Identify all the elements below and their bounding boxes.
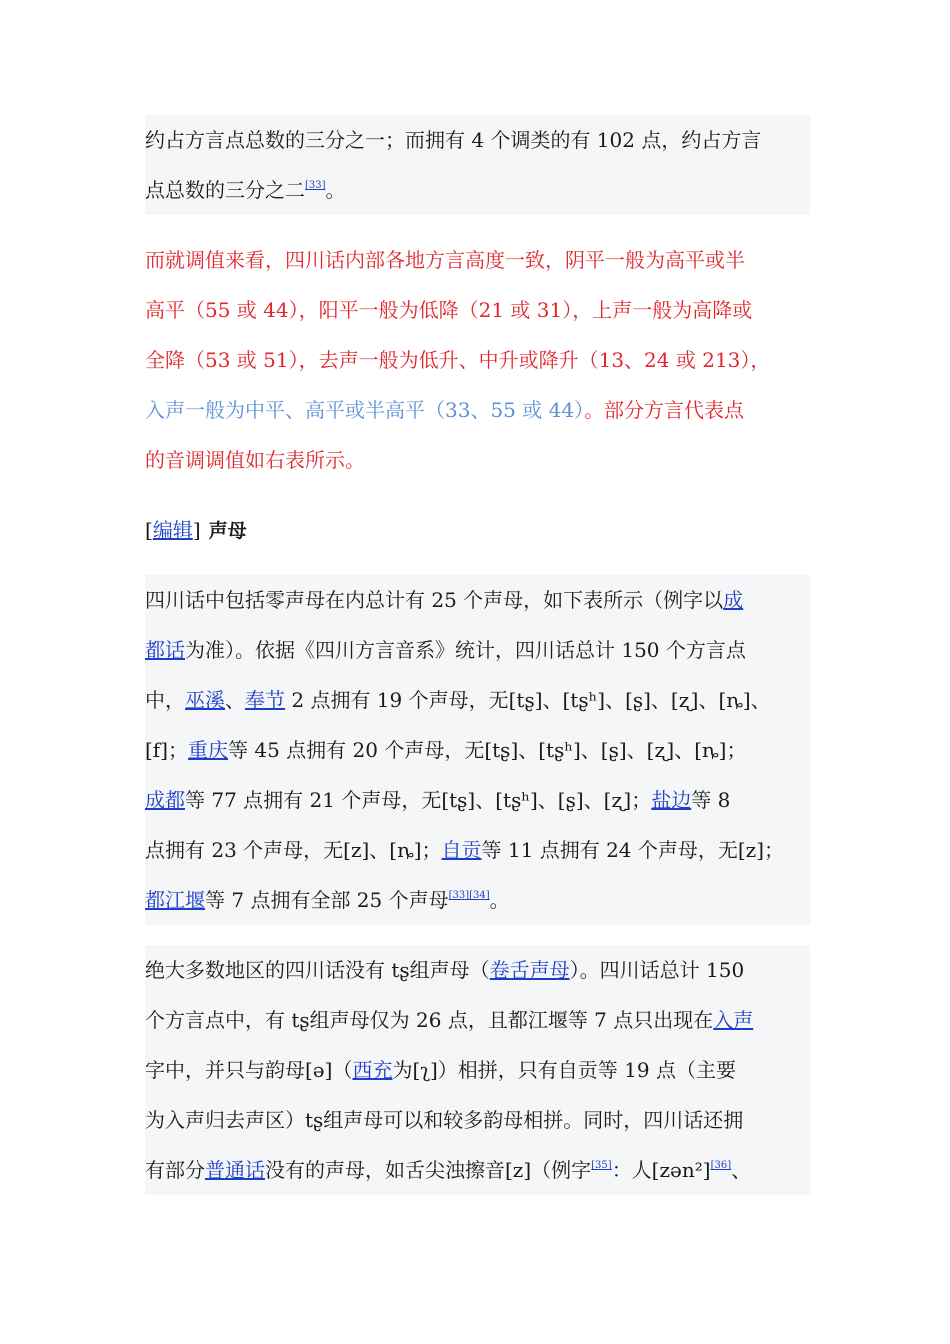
text: 。 — [489, 888, 510, 912]
text: 四川话中包括零声母在内总计有 25 个声母，如下表所示（例字以 — [145, 588, 724, 612]
text-line — [145, 285, 810, 335]
xichong-link[interactable]: 西充 — [352, 1058, 393, 1082]
text-line — [145, 1095, 810, 1145]
text: 等 77 点拥有 21 个声母，无[tʂ]、[tʂʰ]、[ʂ]、[ʐ]； — [185, 788, 652, 812]
mandarin-link[interactable]: 普通话 — [205, 1158, 265, 1182]
text-line — [145, 995, 810, 1045]
text: 等 8 — [691, 788, 731, 812]
text: 中， — [145, 688, 185, 712]
chengdu-link[interactable]: 成都 — [145, 788, 185, 812]
chengdu-link[interactable]: 成 — [723, 588, 744, 612]
text-line — [145, 1145, 810, 1195]
fengjie-link[interactable]: 奉节 — [245, 688, 285, 712]
text-line — [145, 115, 810, 165]
dujiangyan-link[interactable]: 都江堰 — [145, 888, 205, 912]
text-line — [145, 775, 810, 825]
text: 等 11 点拥有 24 个声母，无[z]； — [481, 838, 785, 862]
text-line — [145, 725, 810, 775]
text: 等 7 点拥有全部 25 个声母 — [205, 888, 449, 912]
wuxi-link[interactable]: 巫溪 — [185, 688, 225, 712]
text-line — [145, 825, 810, 875]
text: 点拥有 23 个声母，无[z]、[ȵ]； — [145, 838, 442, 862]
text: 的音调调值如右表所示。 — [145, 448, 365, 472]
text: 绝大多数地区的四川话没有 tʂ组声母（ — [145, 958, 490, 982]
text-line — [145, 675, 810, 725]
text: ：人[zən²] — [611, 1158, 711, 1182]
text: 点总数的三分之二 — [145, 178, 305, 202]
entering-tone-link[interactable]: 入声 — [713, 1008, 754, 1032]
citation-ref[interactable] — [449, 890, 490, 901]
text-line — [145, 625, 810, 675]
citation-ref[interactable] — [305, 180, 326, 191]
citation-ref[interactable] — [711, 1160, 732, 1171]
citation-link[interactable]: [33] — [305, 180, 326, 191]
text-line — [145, 335, 810, 385]
text: 全降（53 或 51），去声一般为低升、中升或降升（13、24 或 213）， — [145, 348, 771, 372]
citation-ref[interactable] — [591, 1160, 612, 1171]
text: 为准）。依据《四川方言音系》统计，四川话总计 150 个方言点 — [185, 638, 746, 662]
text: 2 点拥有 19 个声母，无[tʂ]、[tʂʰ]、[ʂ]、[ʐ]、[ȵ]、 — [285, 688, 771, 712]
text-line — [145, 945, 810, 995]
text: 、 — [225, 688, 245, 712]
edit-link[interactable]: 编辑 — [152, 518, 193, 542]
text-line — [145, 435, 810, 485]
text-line — [145, 165, 810, 215]
text: 等 45 点拥有 20 个声母，无[tʂ]、[tʂʰ]、[ʂ]、[ʐ]、[ȵ]； — [228, 738, 747, 762]
text: 约占方言点总数的三分之一；而拥有 4 个调类的有 102 点，约占方言 — [145, 128, 762, 152]
text: 入声一般为中平、高平或半高平（33、55 或 44） — [145, 398, 585, 422]
chengdu-link[interactable]: 都话 — [145, 638, 185, 662]
edit-bracket-close: ] — [192, 518, 201, 542]
citation-link[interactable]: [36] — [710, 1160, 732, 1171]
zigong-link[interactable]: 自贡 — [441, 838, 482, 862]
yanbian-link[interactable]: 盐边 — [651, 788, 692, 812]
text: [f]； — [145, 738, 189, 762]
section-title: 声母 — [208, 520, 247, 542]
text: 高平（55 或 44），阳平一般为低降（21 或 31），上声一般为高降或 — [145, 298, 753, 322]
section-heading — [145, 505, 810, 555]
text: 、 — [731, 1158, 752, 1182]
text: ）。四川话总计 150 — [569, 958, 745, 982]
retroflex-initials-link[interactable]: 卷舌声母 — [489, 958, 570, 982]
text: 。 — [325, 178, 346, 202]
text-line — [145, 235, 810, 285]
text: 为入声归去声区）tʂ组声母可以和较多韵母相拼。同时，四川话还拥 — [145, 1108, 744, 1132]
text: 个方言点中，有 tʂ组声母仅为 26 点，且都江堰等 7 点只出现在 — [145, 1008, 714, 1032]
text-line — [145, 385, 810, 435]
text: 而就调值来看，四川话内部各地方言高度一致，阴平一般为高平或半 — [145, 248, 745, 272]
text: 有部分 — [145, 1158, 205, 1182]
citation-link[interactable]: [34] — [469, 890, 490, 901]
text: 。部分方言代表点 — [584, 398, 745, 422]
text: 字中，并只与韵母[ə]（ — [145, 1058, 353, 1082]
citation-link[interactable]: [35] — [591, 1160, 612, 1171]
text-line — [145, 875, 810, 925]
text: 为[ʅ]）相拼，只有自贡等 19 点（主要 — [392, 1058, 736, 1082]
citation-link[interactable]: [33] — [448, 890, 470, 901]
chongqing-link[interactable]: 重庆 — [188, 738, 229, 762]
text-line — [145, 575, 810, 625]
article-body — [145, 115, 810, 1195]
text-line — [145, 1045, 810, 1095]
edit-bracket-open: [ — [145, 518, 153, 542]
text: 没有的声母，如舌尖浊擦音[z]（例字 — [265, 1158, 592, 1182]
